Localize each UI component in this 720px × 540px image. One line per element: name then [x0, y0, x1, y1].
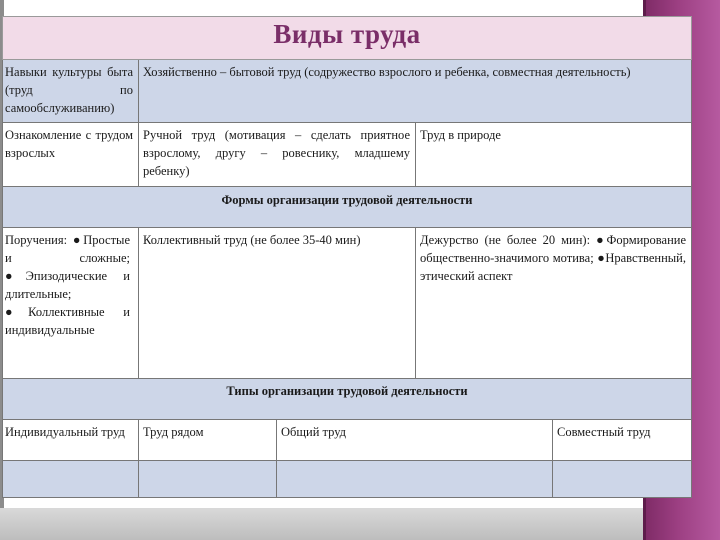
grid-line	[276, 419, 277, 497]
grid-line	[2, 497, 692, 498]
grid-line	[2, 378, 692, 379]
cell-collective-labor: Коллективный труд (не более 35-40 мин)	[143, 233, 361, 247]
empty-row-background	[2, 460, 692, 497]
grid-line	[138, 60, 139, 186]
decorative-bottom-band	[0, 508, 643, 540]
grid-line	[138, 227, 139, 378]
grid-line	[2, 60, 3, 498]
grid-line	[2, 186, 692, 187]
cell-joint-labor: Совместный труд	[557, 425, 651, 439]
page-title: Виды труда	[273, 19, 421, 49]
types-header: Типы организации трудовой деятельности	[226, 384, 468, 398]
grid-line	[415, 122, 416, 186]
cell-household-labor: Хозяйственно – бытовой труд (содружество взрослого и ребенка, совместная деятельность)	[143, 65, 631, 79]
grid-line	[2, 419, 692, 420]
cell-self-care: Навыки культуры быта (труд по самообслуживанию)	[5, 65, 133, 115]
cell-labor-nearby: Труд рядом	[143, 425, 204, 439]
cell-nature-labor: Труд в природе	[420, 128, 501, 142]
cell-common-labor: Общий труд	[281, 425, 347, 439]
grid-line	[552, 419, 553, 497]
grid-line	[2, 122, 692, 123]
cell-individual-labor: Индивидуальный труд	[5, 425, 125, 439]
forms-header: Формы организации трудовой деятельности	[221, 193, 473, 207]
grid-line	[2, 460, 692, 461]
cell-adult-labor: Ознакомление с трудом взрослых	[5, 128, 133, 160]
cell-assignments: Поручения: ●Простые и сложные; ●Эпизодические и длительные; ●Коллективные и индивидуальные	[5, 233, 130, 337]
grid-line	[691, 60, 692, 498]
cell-manual-labor: Ручной труд (мотивация – сделать приятное взрослому, другу – ровеснику, младшему ребенку)	[143, 128, 410, 178]
cell-duty: Дежурство (не более 20 мин): ●Формирование общественно-значимого мотива; ●Нравственный, этический аспект	[420, 233, 686, 283]
grid-line	[415, 227, 416, 378]
title-bar	[2, 16, 692, 60]
grid-line	[138, 419, 139, 497]
grid-line	[2, 227, 692, 228]
